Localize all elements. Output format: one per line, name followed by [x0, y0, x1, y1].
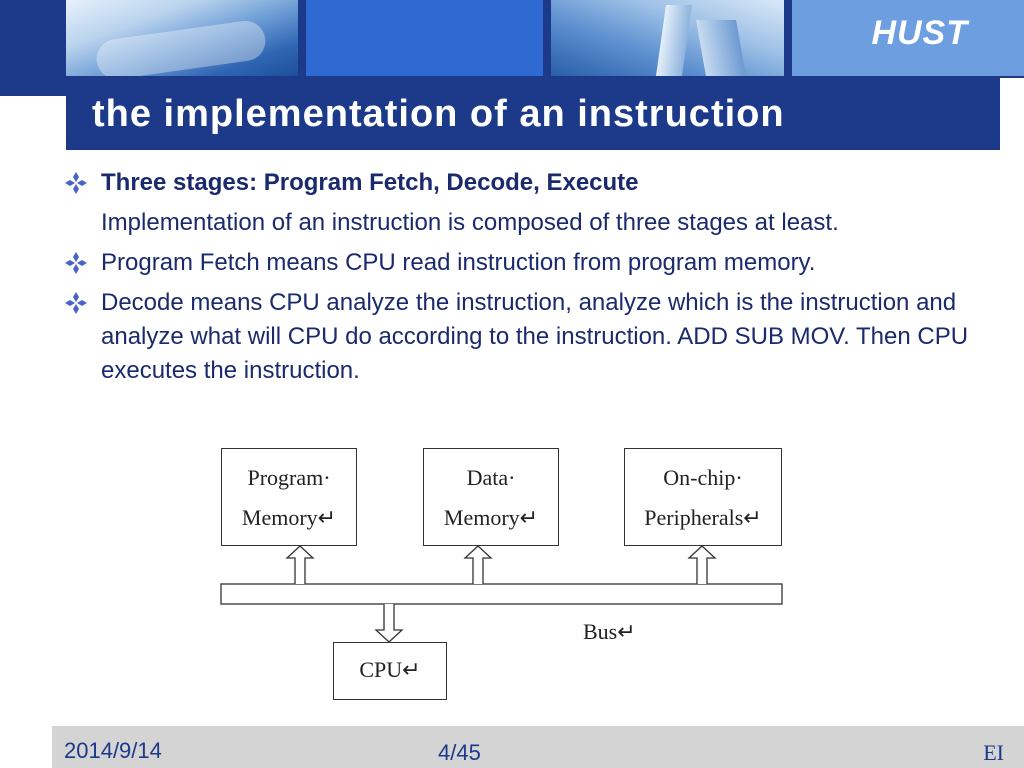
data-memory-label-line1: Data· [466, 465, 516, 490]
bullet-detail: Implementation of an instruction is composed of three stages at least. [101, 209, 839, 236]
footer-bar [52, 726, 1024, 768]
footer-date: 2014/9/14 [64, 738, 162, 763]
slide-content [64, 166, 974, 388]
program-memory-label-line1: Program· [247, 465, 331, 490]
bullet-text: Three stages: Program Fetch, Decode, Execute [101, 169, 639, 196]
title-left-gap [0, 96, 66, 150]
arrow-up-peripherals [689, 546, 715, 584]
banner-photo-keyboard [66, 0, 298, 76]
brand-logo: HUST [871, 14, 968, 52]
cpu-box [333, 642, 447, 700]
footer-page-number: 4/45 [438, 740, 481, 765]
peripherals-label-line2: Peripherals↵ [644, 505, 762, 530]
bus-bar [221, 584, 782, 604]
diamond-bullet-icon [64, 251, 88, 275]
banner-photo-buildings [551, 0, 784, 76]
arrow-up-program-memory [287, 546, 313, 584]
program-memory-label-line2: Memory↵ [241, 505, 337, 530]
bullet-item [64, 166, 974, 200]
bus-label: Bus↵ [583, 619, 636, 644]
bullet-text: Program Fetch means CPU read instruction from program memory. [101, 249, 816, 276]
cpu-label: CPU↵ [359, 657, 421, 682]
banner-photo-blue [306, 0, 543, 76]
arrow-down-cpu [376, 604, 402, 642]
footer-department: EI [983, 740, 1004, 765]
slide-title: the implementation of an instruction [92, 93, 785, 135]
header-banner [0, 0, 1024, 150]
data-memory-label-line2: Memory↵ [443, 505, 539, 530]
bullet-item [64, 246, 974, 280]
title-right-gap [1000, 78, 1024, 150]
bullet-item [64, 286, 974, 388]
bus-lines [215, 444, 795, 704]
arrow-up-data-memory [465, 546, 491, 584]
diamond-bullet-icon [64, 291, 88, 315]
peripherals-label-line1: On-chip· [663, 465, 743, 490]
diamond-bullet-icon [64, 171, 88, 195]
bullet-text: Decode means CPU analyze the instruction, analyze which is the instruction and analyze what will CPU do according to the instruction. ADD SUB MOV. Then CPU executes the instruction. [101, 289, 969, 384]
